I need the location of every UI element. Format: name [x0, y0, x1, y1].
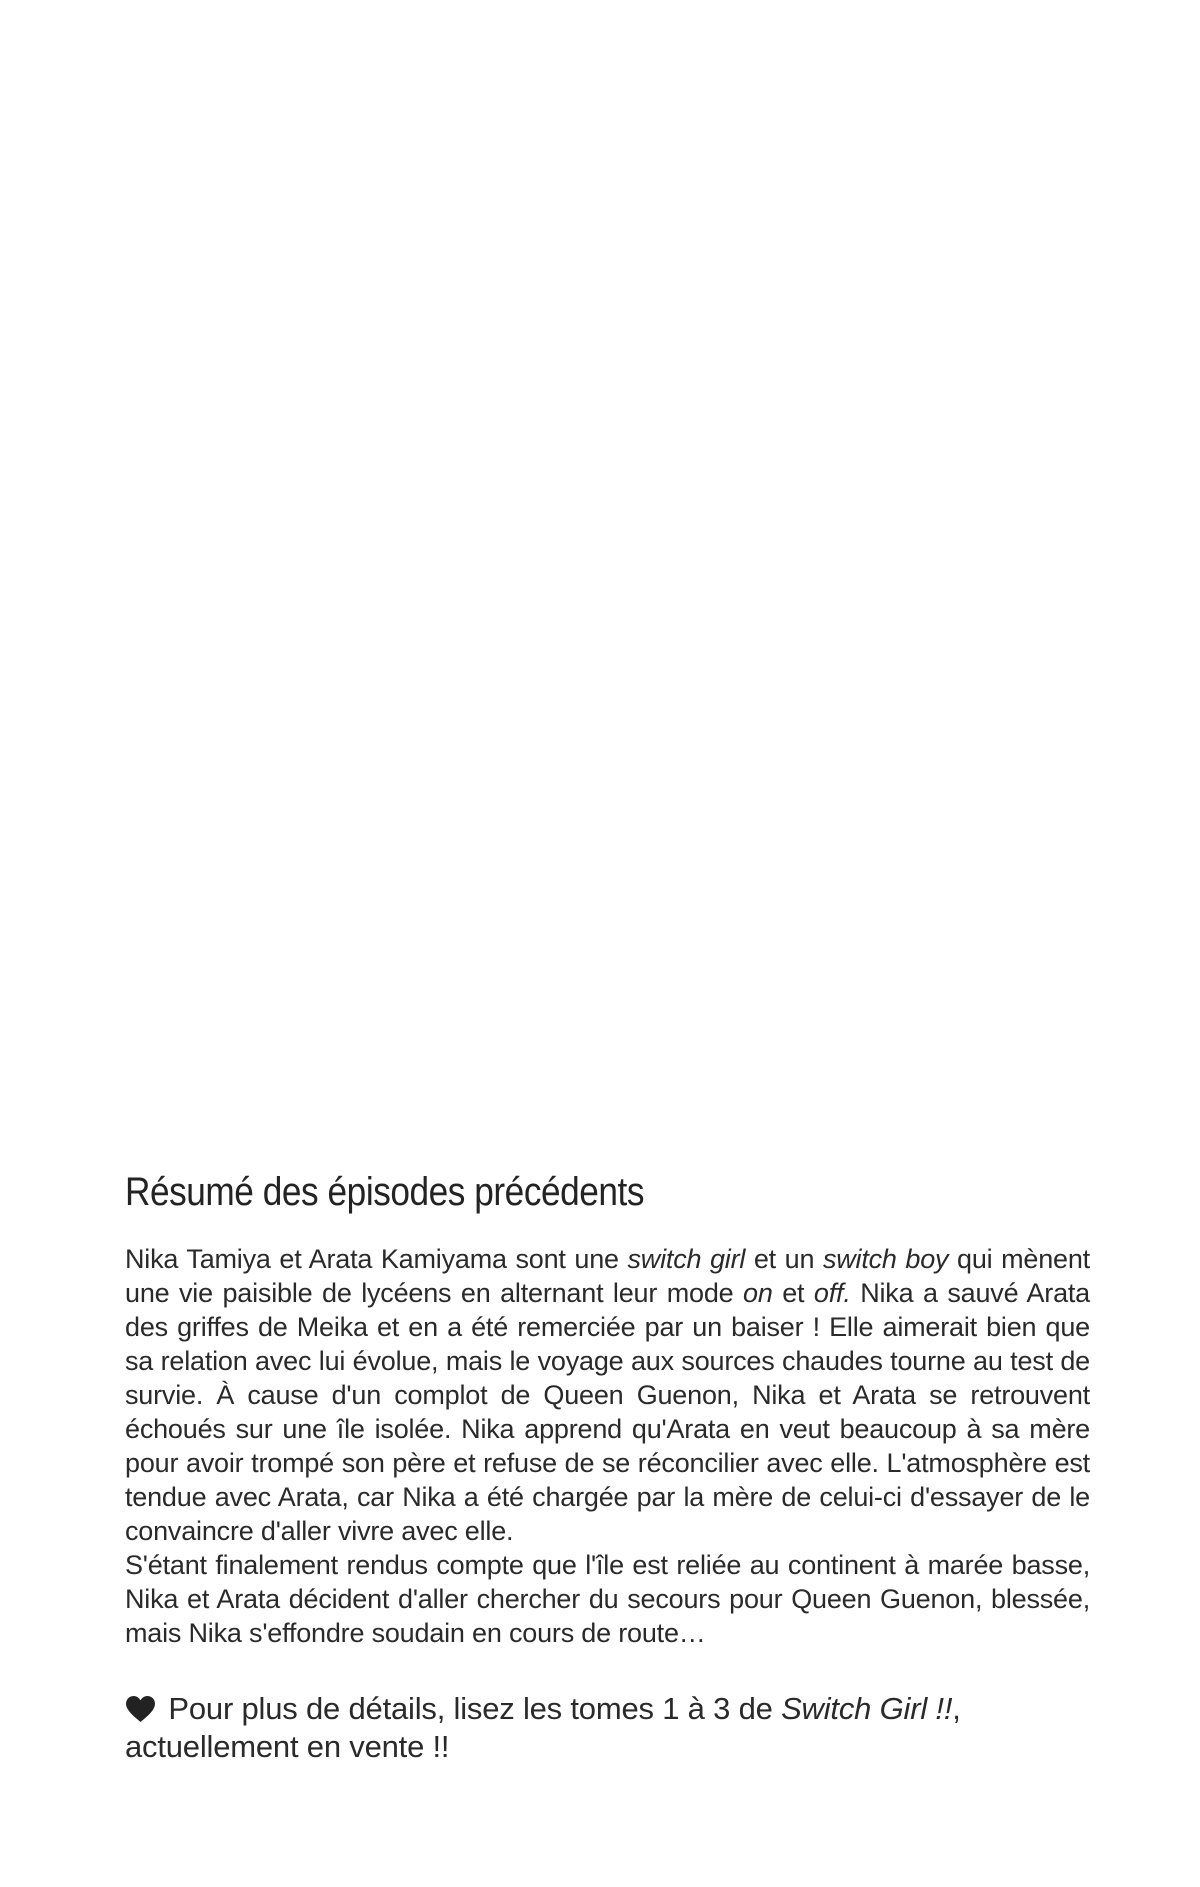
- summary-text-run: Nika a sauvé Arata des griffes de Meika et en a été remerciée par un baiser ! Elle aimerait bien que sa relation avec lui évolue, mais le voyage aux sources chaudes tourne au test de survie. À cause d'un complot de Queen Guenon, Nika et Arata se retrouvent échoués sur une île isolée. Nika apprend qu'Arata en veut beaucoup à sa mère pour avoir trompé son père et refuse de se réconcilier avec elle. L'atmosphère est tendue avec Arata, car Nika a été chargée par la mère de celui-ci d'essayer de le convaincre d'aller vivre avec elle.: [125, 1278, 1091, 1546]
- promo-title-italic: Switch Girl !!: [781, 1691, 953, 1726]
- summary-text-run: et: [772, 1278, 814, 1308]
- promo-text-run: Pour plus de détails, lisez les tomes 1 à 3 de: [160, 1691, 782, 1726]
- summary-text-run: et un: [745, 1244, 823, 1274]
- promo-line-1: [125, 1690, 1090, 1728]
- summary-text-run: qui mènent une vie paisible de lycéens en alternant leur mode: [125, 1244, 1090, 1308]
- summary-section: [125, 1168, 1090, 1650]
- page-title: Résumé des épisodes précédents: [125, 1170, 645, 1214]
- summary-paragraph-2: S'étant finalement rendus compte que l'île est reliée au continent à marée basse, Nika et Arata décident d'aller chercher du secours pour Queen Guenon, blessée, mais Nika s'effondre soudain en cours de route…: [125, 1550, 1090, 1648]
- heart-icon: [125, 1695, 156, 1723]
- summary-italic-run: on: [743, 1278, 773, 1308]
- promo-text-run: ,: [952, 1691, 961, 1726]
- summary-italic-run: switch boy: [822, 1244, 949, 1274]
- summary-text: [125, 1242, 1090, 1650]
- summary-paragraph-1: [125, 1242, 1090, 1548]
- summary-italic-run: switch girl: [627, 1244, 746, 1274]
- summary-italic-run: off.: [813, 1278, 851, 1308]
- summary-text-run: Nika Tamiya et Arata Kamiyama sont une: [125, 1244, 628, 1274]
- promo-line-2: actuellement en vente !!: [125, 1729, 450, 1764]
- promo-text: [125, 1690, 1090, 1766]
